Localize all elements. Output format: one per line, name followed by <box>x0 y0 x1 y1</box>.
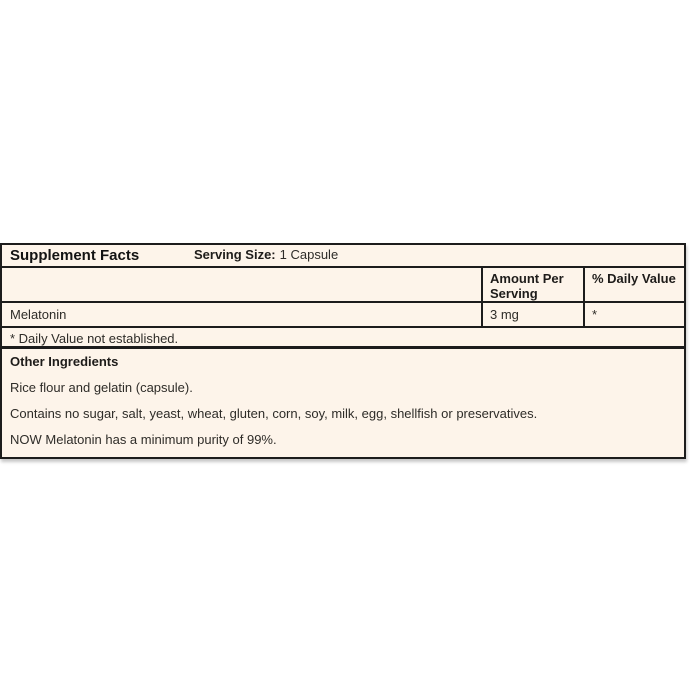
ingredient-header-cell <box>2 268 481 301</box>
purity-statement-line: NOW Melatonin has a minimum purity of 99%. <box>10 431 277 447</box>
amount-per-serving-header: Amount Per Serving <box>481 268 583 301</box>
title-row <box>2 245 684 268</box>
table-row <box>2 303 684 328</box>
other-ingredients-heading: Other Ingredients <box>10 354 119 369</box>
ingredient-name: Melatonin <box>10 307 67 322</box>
daily-value-footnote: * Daily Value not established. <box>2 328 684 349</box>
column-header-row <box>2 268 684 303</box>
other-ingredients-section <box>2 349 684 457</box>
supplement-facts-panel <box>0 243 686 459</box>
ingredient-amount: 3 mg <box>481 303 583 326</box>
allergen-statement-line: Contains no sugar, salt, yeast, wheat, gluten, corn, soy, milk, egg, shellfish or preservatives. <box>10 405 538 421</box>
percent-daily-value-header: % Daily Value <box>583 268 684 301</box>
panel-title: Supplement Facts <box>10 246 140 264</box>
serving-size-label: Serving Size: <box>194 247 276 263</box>
other-ingredients-line: Rice flour and gelatin (capsule). <box>10 379 193 395</box>
ingredient-daily-value: * <box>583 303 684 326</box>
serving-size <box>194 248 338 263</box>
serving-size-value: 1 Capsule <box>279 247 339 263</box>
